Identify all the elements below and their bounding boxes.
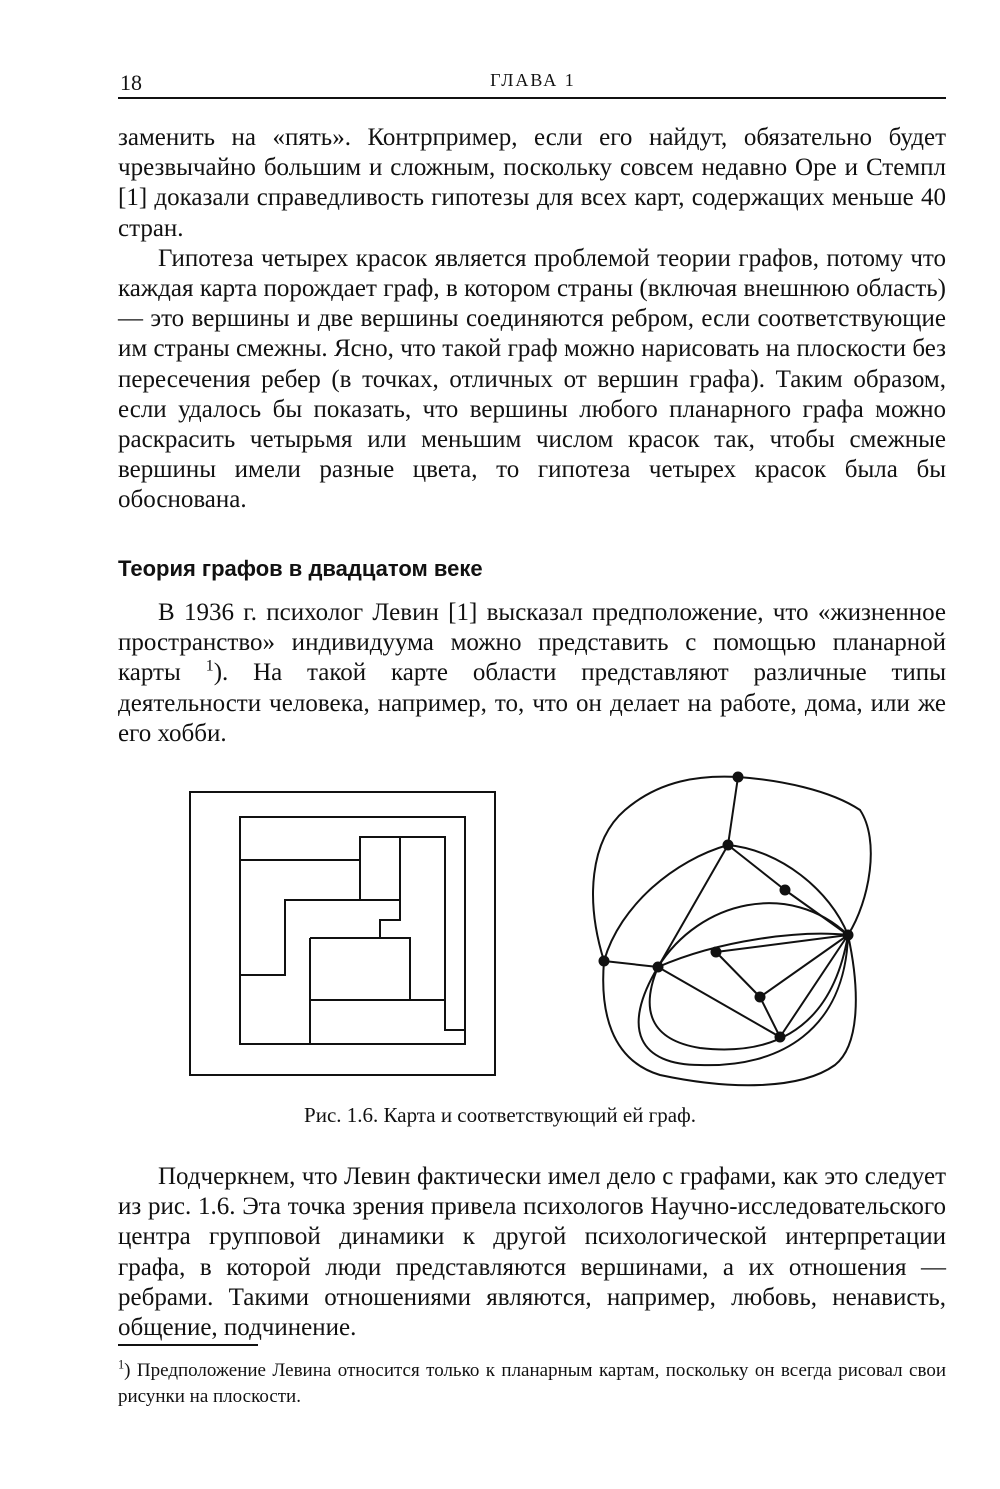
map-region-top-boundary bbox=[240, 837, 465, 1030]
paragraph-1: заменить на «пять». Контрпример, если его найдут, обязательно будет чрезвычайно большим и сложным, поскольку совсем недавно Оре и Стемпл [1] доказали справедливость гипотезы для всех карт, содержащих меньше 40 стран. bbox=[118, 124, 946, 242]
map-figure bbox=[190, 792, 495, 1075]
graph-edge-h bbox=[658, 903, 848, 967]
graph-vertex-lower-right bbox=[756, 993, 765, 1002]
graph-edge-p bbox=[650, 935, 848, 1049]
footnote-rule bbox=[118, 1344, 258, 1346]
map-small-region bbox=[360, 837, 400, 900]
footnote-reference-bracket: ) bbox=[213, 659, 223, 687]
paragraph-2: Гипотеза четырех красок является проблемой теории графов, потому что каждая карта порождает граф, в котором страны (включая внешнюю область) — это вершины и две вершины соединяются ребром, если соответствующие им страны смежны. Ясно, что такой граф можно нарисовать на плоскости без пересечения ребер (в точках, отличных от вершин графа). Таким образом, если удалось бы показать, что вершины любого планарного графа можно раскрасить четырьмя или меньшим числом красок так, чтобы смежные вершины имели разные цвета, то гипотеза четырех красок была бы обоснована. bbox=[118, 244, 946, 514]
section-heading: Теория графов в двадцатом веке bbox=[118, 556, 483, 581]
graph-vertex-bottom bbox=[776, 1033, 785, 1042]
graph-vertex-top bbox=[734, 773, 743, 782]
graph-edge-g bbox=[604, 961, 658, 967]
map-region-lower-boundary bbox=[310, 938, 410, 1044]
graph-edge-a bbox=[604, 845, 728, 961]
graph-edge-o bbox=[780, 935, 848, 1037]
graph-figure bbox=[593, 773, 871, 1086]
running-head: ГЛАВА 1 bbox=[490, 70, 576, 90]
map-inner-border bbox=[240, 817, 465, 1044]
footnote-text: Предположение Левина относится только к планарным картам, поскольку он всегда рисовал свои рисунки на плоскости. bbox=[118, 1360, 946, 1407]
graph-vertex-right-upper bbox=[781, 886, 790, 895]
footnote-marker: 1 bbox=[118, 1357, 125, 1372]
paragraph-3-start: В 1936 г. психолог Левин [1] высказал предположение, что «жизненное пространство» индивидуума можно представить с помощью планарной карты bbox=[118, 599, 946, 687]
page-number: 18 bbox=[120, 70, 142, 95]
footnote-marker-bracket: ) bbox=[124, 1360, 131, 1381]
map-outer-border bbox=[190, 792, 495, 1075]
graph-vertex-center bbox=[712, 948, 721, 957]
graph-vertex-left bbox=[600, 957, 609, 966]
footnote bbox=[118, 1358, 946, 1410]
graph-vertex-center-left bbox=[654, 963, 663, 972]
paragraph-3-end: . На такой карте области представляют различные типы деятельности человека, например, то, что он делает на работе, дома, или же его хобби. bbox=[118, 659, 946, 747]
graph-vertex-right bbox=[844, 931, 853, 940]
graph-edge-c bbox=[728, 777, 738, 845]
text-block-bottom bbox=[118, 1162, 946, 1343]
graph-edge-k bbox=[716, 952, 760, 997]
map-region-center-boundary bbox=[380, 900, 400, 938]
footnote-reference: 1 bbox=[205, 657, 214, 676]
paragraph-4: Подчеркнем, что Левин фактически имел дело с графами, как это следует из рис. 1.6. Эта точка зрения привела психологов Научно-исследовательского центра групповой динамики к другой психологической интерпретации графа, в которой люди представляются вершинами, а их отношения — ребрами. Такими отношениями являются, например, любовь, ненависть, общение, подчинение. bbox=[118, 1163, 946, 1342]
graph-edge-q bbox=[639, 935, 848, 1065]
figure-caption: Рис. 1.6. Карта и соответствующий ей граф. bbox=[304, 1103, 696, 1127]
graph-vertex-upper bbox=[724, 841, 733, 850]
